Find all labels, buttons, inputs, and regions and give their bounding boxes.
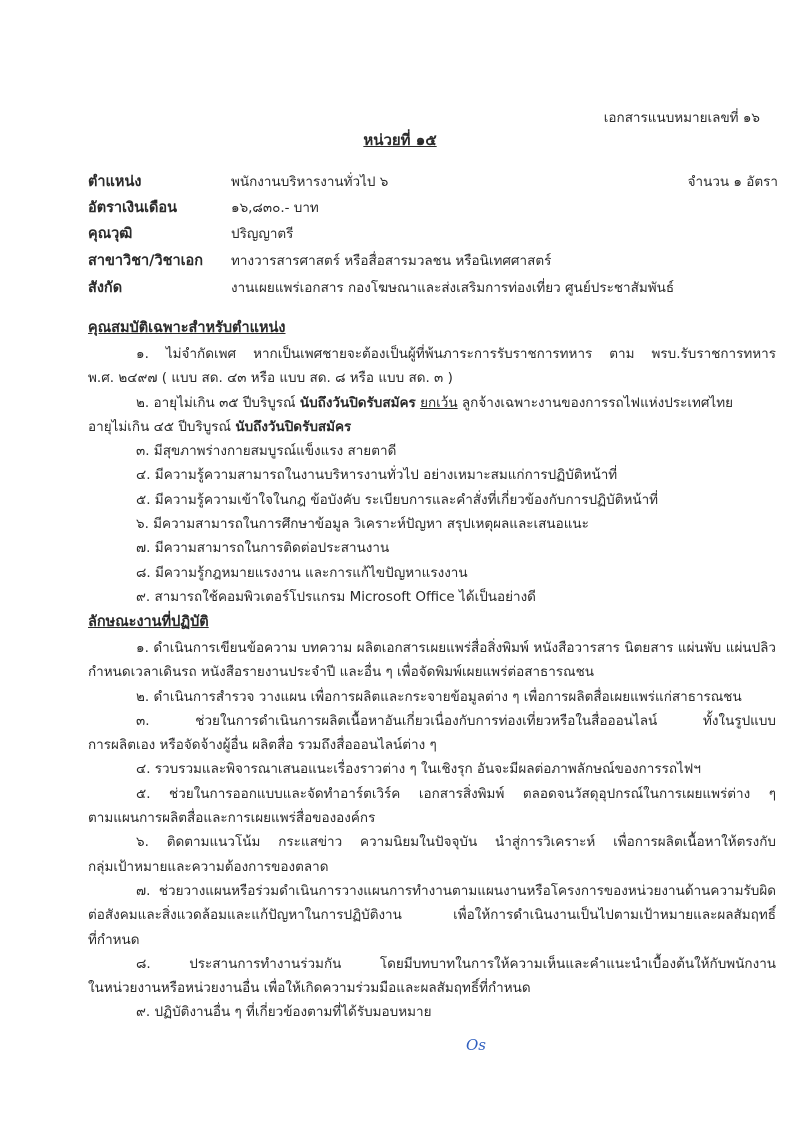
position-value: พนักงานบริหารงานทั่วไป ๖ [231,174,389,190]
qualification-item-6: ๖. มีความสามารถในการศึกษาข้อมูล วิเคราะห์ปัญหา สรุปเหตุผลและเสนอแนะ [136,516,589,533]
duty-item-6-line-1: ๖. ติดตามแนวโน้ม กระแสข่าว ความนิยมในปัจจุบัน นำสู่การวิเคราะห์ เพื่อการผลิตเนื้อหาให้ตรงกับ [136,834,776,851]
qualification-item-1-line-2: พ.ศ. ๒๔๙๗ ( แบบ สด. ๔๓ หรือ แบบ สด. ๘ หรือ แบบ สด. ๓ ) [88,370,453,387]
q2-text-e: อายุไม่เกิน ๔๕ ปีบริบูรณ์ [88,418,236,435]
duty-item-5-line-1: ๕. ช่วยในการออกแบบและจัดทำอาร์ตเวิร์ค เอกสารสิ่งพิมพ์ ตลอดจนวัสดุอุปกรณ์ในการเผยแพร่ต่าง ๆ [136,785,776,802]
duties-title: ลักษณะงานที่ปฏิบัติ [88,614,209,630]
affiliation-value: งานเผยแพร่เอกสาร กองโฆษณาและส่งเสริมการท่องเที่ยว ศูนย์ประชาสัมพันธ์ [231,280,675,296]
duty-item-8-line-2: ในหน่วยงานหรือหน่วยงานอื่น เพื่อให้เกิดความร่วมมือและผลสัมฤทธิ์ที่กำหนด [88,980,531,997]
q2-underlined-except: ยกเว้น [420,394,458,411]
duty-list [88,636,776,1025]
salary-row [88,196,778,222]
qualification-item-2-line-1 [88,391,776,415]
q2-bold-deadline: นับถึงวันปิดรับสมัคร [299,394,416,411]
qualification-item-2-line-2 [88,415,776,439]
initials-mark: Os [466,1036,486,1054]
qualification-item-1-line-1: ๑. ไม่จำกัดเพศ หากเป็นเพศชายจะต้องเป็นผู้ที่พ้นภาระการรับราชการทหาร ตาม พรบ.รับราชการทหาร [136,346,776,362]
unit-title: หน่วยที่ ๑๕ [363,131,437,149]
qualification-item-4: ๔. มีความรู้ความสามารถในงานบริหารงานทั่วไป อย่างเหมาะสมแก่การปฏิบัติหน้าที่ [136,467,618,484]
degree-value: ปริญญาตรี [231,226,294,242]
position-count: จำนวน ๑ อัตรา [687,174,778,190]
duty-item-3-line-2: การผลิตเอง หรือจัดจ้างผู้อื่น ผลิตสื่อ รวมถึงสื่อออนไลน์ต่าง ๆ [88,737,437,754]
qualification-item-5: ๕. มีความรู้ความเข้าใจในกฎ ข้อบังคับ ระเบียบการและคำสั่งที่เกี่ยวข้องกับการปฏิบัติหน้าที่ [136,491,659,508]
major-label: สาขาวิชา/วิชาเอก [88,253,204,269]
duty-item-5-line-2: ตามแผนการผลิตสื่อและการเผยแพร่สื่อขององค์กร [88,810,376,827]
duty-item-9-line-1: ๙. ปฏิบัติงานอื่น ๆ ที่เกี่ยวข้องตามที่ได้รับมอบหมาย [136,1004,432,1021]
degree-row [88,222,778,248]
duty-item-3-line-1: ๓. ช่วยในการดำเนินการผลิตเนื้อหาอันเกี่ยวเนื่องกับการท่องเที่ยวหรือในสื่อออนไลน์ ทั้งในรูปแบบ [136,712,776,729]
affiliation-row [88,276,778,302]
duty-item-4-line-1: ๔. รวบรวมและพิจารณาเสนอแนะเรื่องราวต่าง ๆ ในเชิงรุก อันจะมีผลต่อภาพลักษณ์ของการรถไฟฯ [136,761,701,778]
duty-item-2-line-1: ๒. ดำเนินการสำรวจ วางแผน เพื่อการผลิตและกระจายข้อมูลต่าง ๆ เพื่อการผลิตสื่อเผยแพร่แก่สาธารณชน [136,688,742,705]
position-row [88,170,778,196]
qualifications-section [88,316,776,609]
affiliation-label: สังกัด [88,280,123,296]
position-label: ตำแหน่ง [88,174,142,190]
duties-section [88,610,776,1025]
q2-text-d: ลูกจ้างเฉพาะงานของการรถไฟแห่งประเทศไทย [457,394,734,411]
major-row [88,249,778,275]
salary-value: ๑๖,๘๓๐.- บาท [231,200,319,216]
degree-label: คุณวุฒิ [88,226,133,242]
qualification-list [88,439,776,609]
qualification-item-9: ๙. สามารถใช้คอมพิวเตอร์โปรแกรม Microsoft Office ได้เป็นอย่างดี [136,588,536,605]
duty-item-7-line-1: ๗. ช่วยวางแผนหรือร่วมดำเนินการวางแผนการทำงานตามแผนงานหรือโครงการของหน่วยงานด้านความรับผิด [136,882,776,899]
qualification-item-3: ๓. มีสุขภาพร่างกายสมบูรณ์แข็งแรง สายตาดี [136,443,397,460]
q2-bold-deadline-2: นับถึงวันปิดรับสมัคร [235,418,352,435]
duty-item-7-line-3: ที่กำหนด [88,931,140,948]
salary-label: อัตราเงินเดือน [88,200,177,216]
duty-item-8-line-1: ๘. ประสานการทำงานร่วมกัน โดยมีบทบาทในการให้ความเห็นและคำแนะนำเบื้องต้นให้กับพนักงาน [136,955,776,972]
duty-item-1-line-1: ๑. ดำเนินการเขียนข้อความ บทความ ผลิตเอกสารเผยแพร่สื่อสิ่งพิมพ์ หนังสือวารสาร นิตยสาร แผ่นพับ แผ่นปลิว [136,640,776,656]
duty-item-7-line-2: ต่อสังคมและสิ่งแวดล้อมและแก้ปัญหาในการปฏิบัติงาน เพื่อให้การดำเนินงานเป็นไปตามเป้าหมายและผลสัมฤทธิ์ [88,907,776,924]
annex-number: เอกสารแนบหมายเลขที่ ๑๖ [603,110,760,126]
qualification-item-8: ๘. มีความรู้กฎหมายแรงงาน และการแก้ไขปัญหาแรงงาน [136,564,468,581]
q2-text-a: ๒. อายุไม่เกิน ๓๕ ปีบริบูรณ์ [136,394,300,411]
qualifications-title: คุณสมบัติเฉพาะสำหรับตำแหน่ง [88,320,286,336]
duty-item-6-line-2: กลุ่มเป้าหมายและความต้องการของตลาด [88,858,329,875]
qualification-item-7: ๗. มีความสามารถในการติดต่อประสานงาน [136,540,390,557]
major-value: ทางวารสารศาสตร์ หรือสื่อสารมวลชน หรือนิเทศศาสตร์ [231,253,552,269]
duty-item-1-line-2: กำหนดเวลาเดินรถ หนังสือรายงานประจำปี และอื่น ๆ เพื่อจัดพิมพ์เผยแพร่ต่อสาธารณชน [88,664,595,681]
